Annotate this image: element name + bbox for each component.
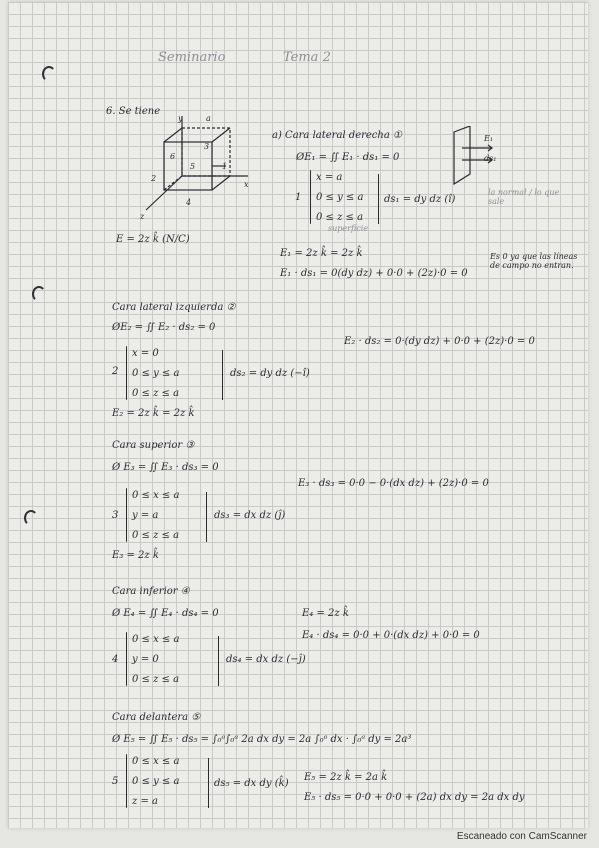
- face1-dot: E₁ · ds₁ = 0(dy dz) + 0·0 + (2z)·0 = 0: [280, 268, 468, 279]
- cube-face-2: 2: [151, 174, 157, 183]
- face2-cond-y: 0 ≤ y ≤ a: [132, 368, 180, 379]
- face3-cond-z: 0 ≤ z ≤ a: [132, 530, 180, 541]
- face1-number: 1: [295, 192, 302, 203]
- face2-flux: ØE₂ = ∬ E₂ · ds₂ = 0: [112, 322, 216, 333]
- brace: [126, 754, 127, 808]
- face1-field: E₁ = 2z k̂ = 2z k̂: [280, 248, 363, 259]
- face2-ds: ds₂ = dy dz (−î): [230, 368, 310, 379]
- binder-hole: [42, 66, 56, 82]
- face5-cond-x: 0 ≤ x ≤ a: [132, 756, 180, 767]
- face5-flux: Ø E₅ = ∬ E₅ · ds₅ = ∫₀ᵃ∫₀ᵃ 2a dx dy = 2a ∫₀ᵃ dx · ∫₀ᵃ dy = 2a³: [112, 734, 412, 745]
- page-subtitle: Tema 2: [283, 50, 331, 65]
- bar: [206, 492, 207, 542]
- face3-field: E₃ = 2z k̂: [112, 550, 159, 561]
- face1-cond-y: 0 ≤ y ≤ a: [316, 192, 364, 203]
- face4-cond-x: 0 ≤ x ≤ a: [132, 634, 180, 645]
- face4-flux: Ø E₄ = ∬ E₄ · ds₄ = 0: [112, 608, 219, 619]
- face1-diagram-ds: ds₁: [484, 154, 497, 163]
- cube-face-4: 4: [186, 198, 192, 207]
- brace: [310, 170, 311, 224]
- face5-dot: E₅ · ds₅ = 0·0 + 0·0 + (2a) dx dy = 2a dx dy: [304, 792, 525, 803]
- problem-label: 6. Se tiene: [106, 106, 161, 117]
- face2-heading: Cara lateral izquierda ②: [112, 302, 236, 313]
- binder-hole: [32, 286, 46, 302]
- face2-number: 2: [112, 366, 119, 377]
- cube-label-a: a: [206, 114, 211, 123]
- brace: [126, 632, 127, 686]
- face4-ds: ds₄ = dx dz (−ĵ): [226, 654, 306, 665]
- cube-face-1: 1: [222, 162, 228, 171]
- scanned-page: [8, 2, 588, 828]
- face5-cond-z: z = a: [132, 796, 158, 807]
- face1-remark: Es 0 ya que las líneas de campo no entran.: [490, 252, 578, 270]
- scanner-watermark: Escaneado con CamScanner: [456, 831, 587, 842]
- face2-field: E₂ = 2z k̂ = 2z k̂: [112, 408, 195, 419]
- face3-flux: Ø E₃ = ∬ E₃ · ds₃ = 0: [112, 462, 219, 473]
- face5-number: 5: [112, 776, 119, 787]
- bar: [222, 350, 223, 400]
- cube-face-6: 6: [170, 152, 176, 161]
- cube-face-5: 5: [190, 162, 196, 171]
- face1-flux: ØE₁ = ∬ E₁ · ds₁ = 0: [296, 152, 400, 163]
- face3-cond-x: 0 ≤ x ≤ a: [132, 490, 180, 501]
- given-field: E = 2z k̂ (N/C): [116, 234, 190, 245]
- brace: [126, 346, 127, 400]
- brace: [126, 488, 127, 542]
- bar: [208, 758, 209, 808]
- face3-dot: E₃ · ds₃ = 0·0 − 0·(dx dz) + (2z)·0 = 0: [298, 478, 489, 489]
- face3-heading: Cara superior ③: [112, 440, 195, 451]
- binder-hole: [24, 510, 38, 526]
- face3-ds: ds₃ = dx dz (ĵ): [214, 510, 286, 521]
- face3-number: 3: [112, 510, 119, 521]
- face2-cond-x: x = 0: [132, 348, 159, 359]
- face1-cond-z: 0 ≤ z ≤ a: [316, 212, 364, 223]
- face1-note-normal: la normal / lo que sale: [488, 188, 560, 206]
- bar: [218, 636, 219, 686]
- face4-heading: Cara inferior ④: [112, 586, 190, 597]
- face1-ds: ds₁ = dy dz (î): [384, 194, 456, 205]
- face1-heading: a) Cara lateral derecha ①: [272, 130, 402, 141]
- cube-axis-y: y: [178, 114, 183, 123]
- cube-face-3: 3: [204, 142, 210, 151]
- cube-axis-z: z: [140, 212, 145, 221]
- bar: [378, 174, 379, 224]
- face4-field: E₄ = 2z k̂: [302, 608, 349, 619]
- face4-number: 4: [112, 654, 119, 665]
- face1-diagram-e: E₁: [484, 134, 494, 143]
- face1-cond-x: x = a: [316, 172, 343, 183]
- face5-field: E₅ = 2z k̂ = 2a k̂: [304, 772, 388, 783]
- cube-axis-x: x: [244, 180, 249, 189]
- face4-dot: E₄ · ds₄ = 0·0 + 0·(dx dz) + 0·0 = 0: [302, 630, 480, 641]
- face4-cond-y: y = 0: [132, 654, 159, 665]
- face4-cond-z: 0 ≤ z ≤ a: [132, 674, 180, 685]
- face5-heading: Cara delantera ⑤: [112, 712, 201, 723]
- face1-note-surface: superficie: [328, 224, 369, 233]
- face5-cond-y: 0 ≤ y ≤ a: [132, 776, 180, 787]
- page-title: Seminario: [158, 50, 226, 65]
- face2-cond-z: 0 ≤ z ≤ a: [132, 388, 180, 399]
- face2-dot: E₂ · ds₂ = 0·(dy dz) + 0·0 + (2z)·0 = 0: [344, 336, 535, 347]
- face5-ds: ds₅ = dx dy (k̂): [214, 778, 289, 789]
- face3-cond-y: y = a: [132, 510, 159, 521]
